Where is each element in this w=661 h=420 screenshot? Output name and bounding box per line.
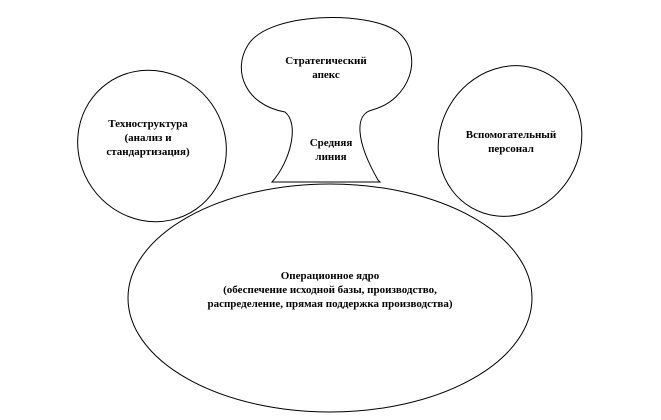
operating-core-line3: распределение, прямая поддержка производства) (207, 298, 453, 310)
strategic-apex-label (264, 54, 388, 82)
middle-line-line2: линия (315, 151, 347, 163)
strategic-apex-line1: Стратегический (285, 55, 367, 67)
operating-core-label (170, 269, 490, 311)
operating-core-line2: (обеспечение исходной базы, производство, (223, 284, 437, 296)
technostructure-line2: (анализ и (124, 132, 172, 144)
support-staff-line1: Вспомогательный (465, 129, 557, 141)
support-staff-label (447, 128, 575, 156)
technostructure-line3: стандартизация) (106, 146, 190, 158)
technostructure-label (84, 117, 212, 159)
technostructure-line1: Техноструктура (108, 118, 188, 130)
support-staff-line2: персонал (488, 143, 534, 155)
strategic-apex-line2: апекс (312, 69, 340, 81)
operating-core-line1: Операционное ядро (280, 270, 380, 282)
middle-line-line1: Средняя (309, 137, 353, 149)
middle-line-label (281, 136, 381, 164)
